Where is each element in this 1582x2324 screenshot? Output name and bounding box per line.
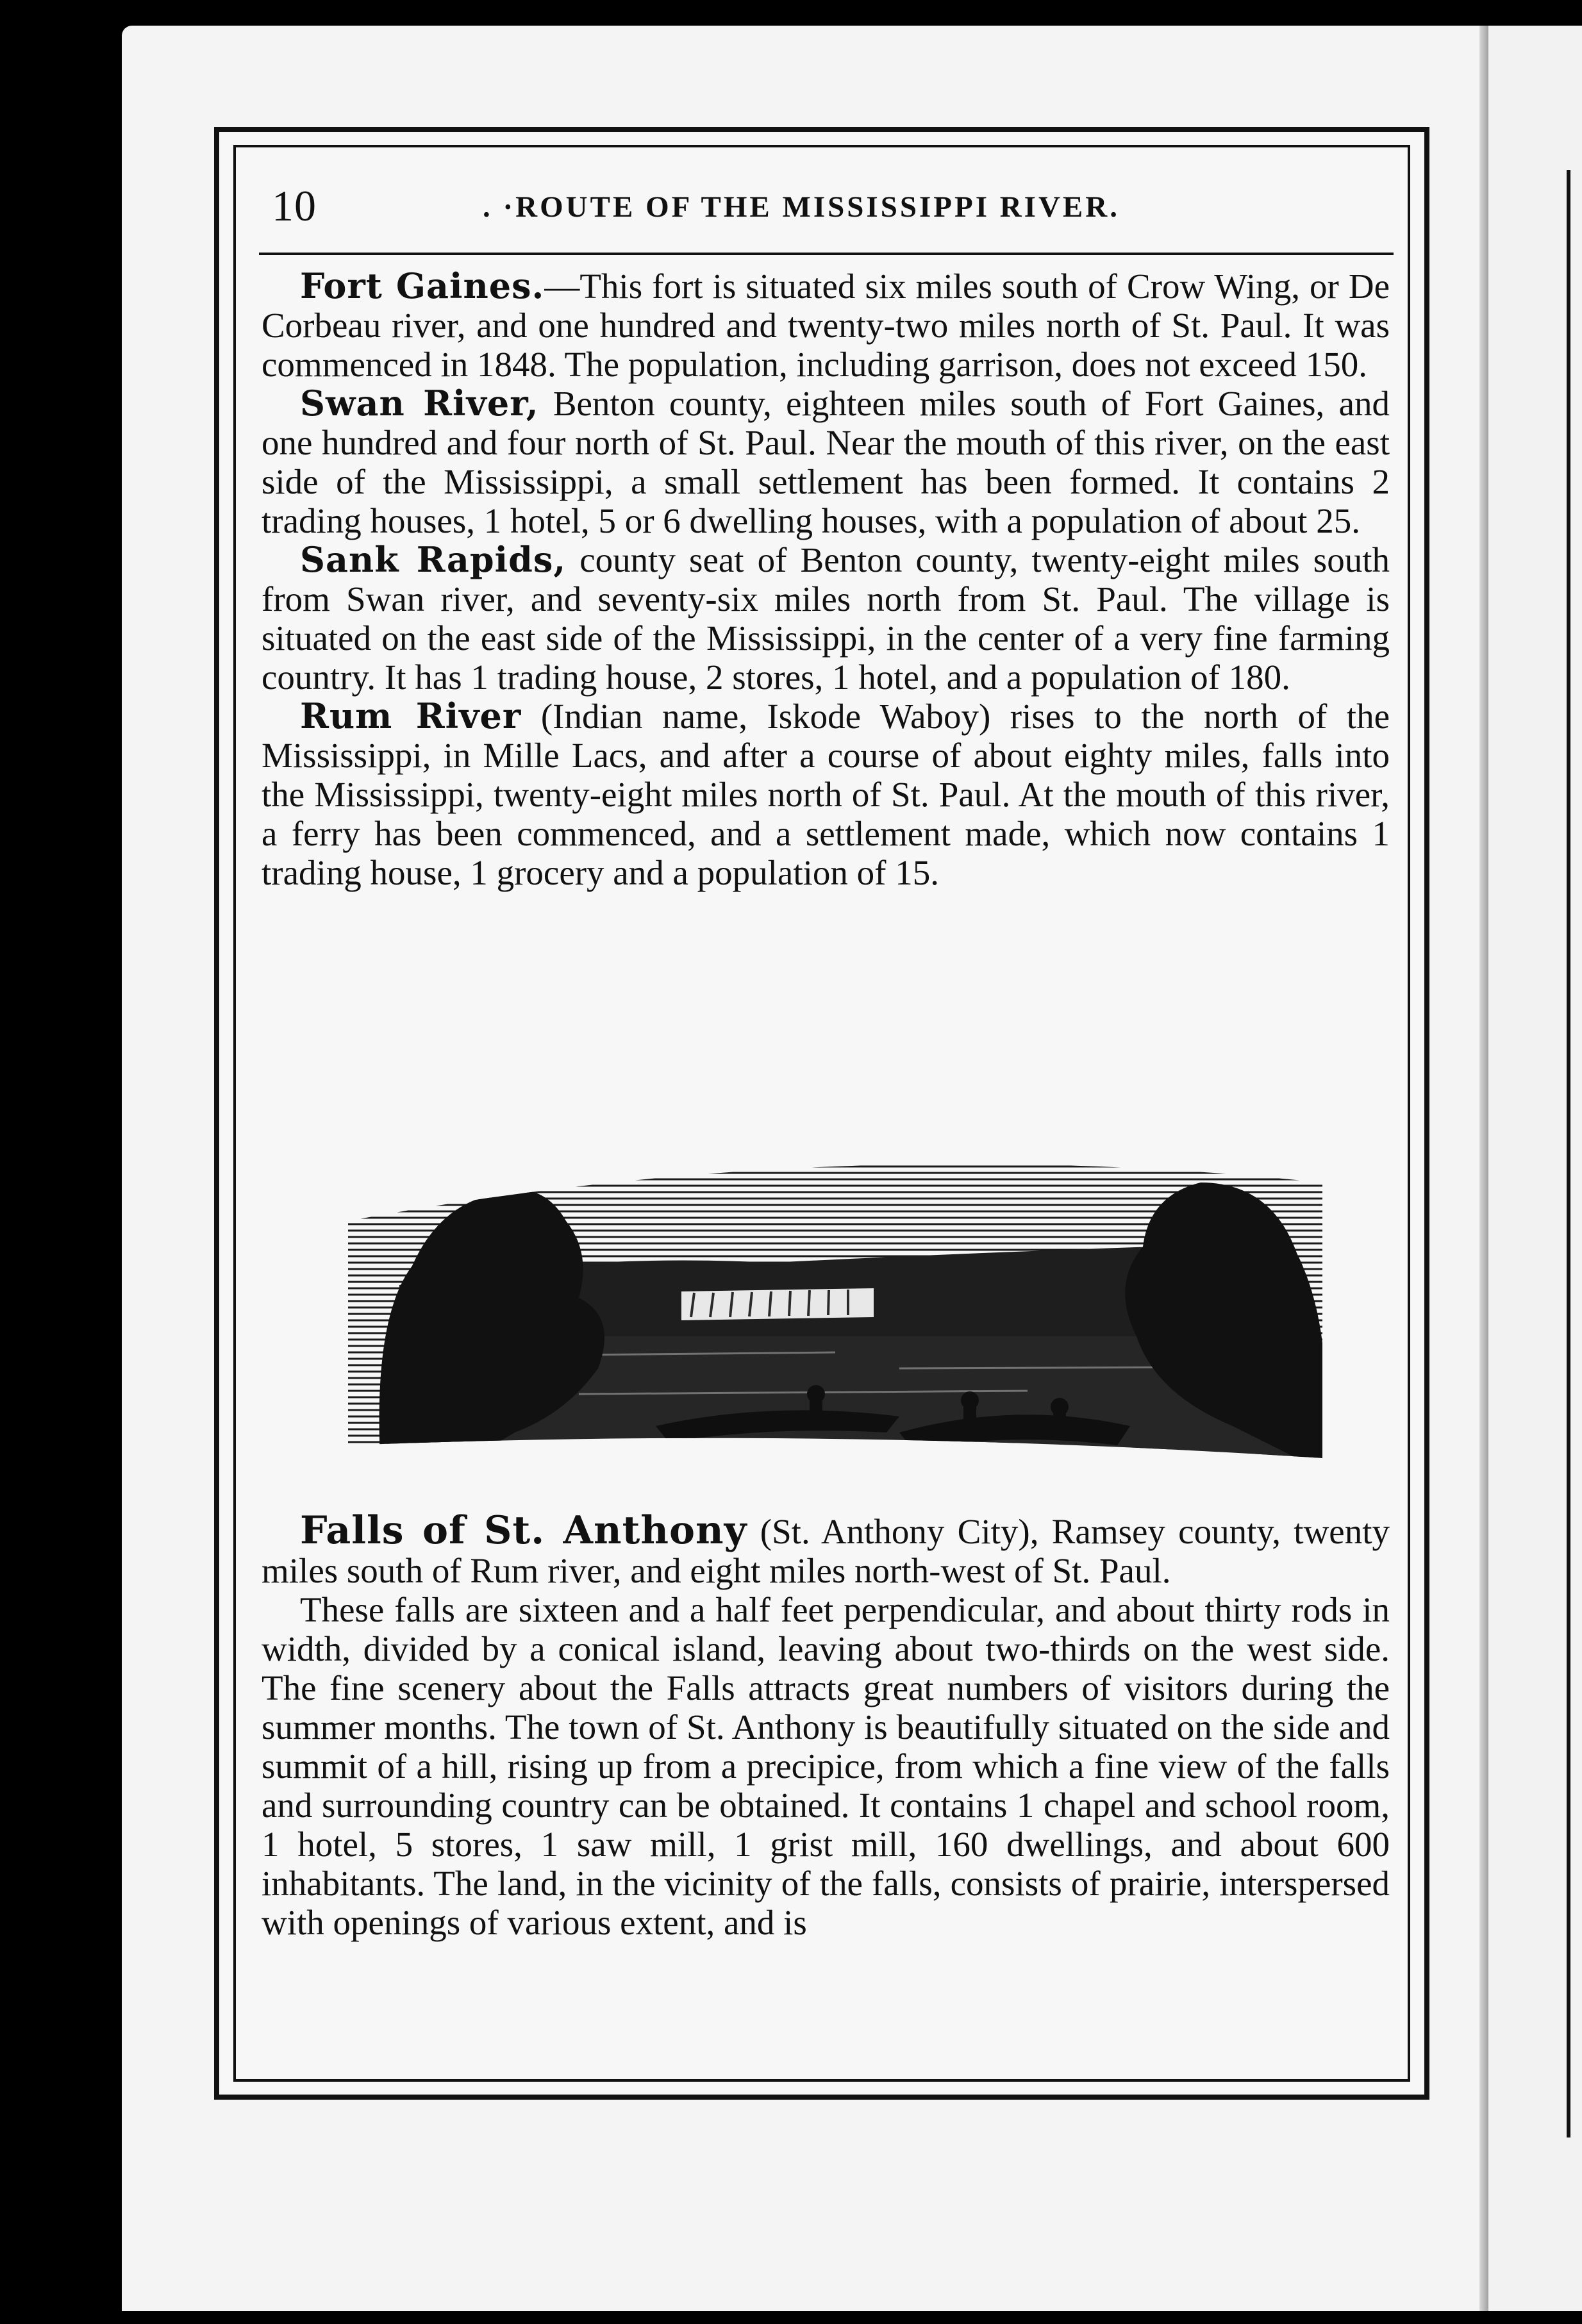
lower-text-block — [262, 1508, 1390, 1942]
entry-swan-river — [262, 384, 1390, 540]
header-rule — [259, 253, 1394, 255]
entry-title: Falls of St. Anthony — [300, 1508, 747, 1553]
entry-text: (St. Anthony City), Ramsey county, twenty miles south of Rum river, and eight miles north-west of St. Paul. — [262, 1512, 1390, 1590]
running-title: . ·ROUTE OF THE MISSISSIPPI RIVER. — [483, 190, 1120, 224]
entry-rum-river — [262, 697, 1390, 892]
page-frame — [214, 127, 1429, 2100]
entry-title: Fort Gaines. — [300, 265, 545, 306]
entry-title: Swan River, — [300, 383, 539, 424]
entry-text: Benton county, eighteen miles south of Fort Gaines, and one hundred and four north of St. Paul. Near the mouth of this river, on the east side of the Mississippi, a small settlement has been formed. It contains 2 trading houses, 1 hotel, 5 or 6 dwelling houses, with a population of about 25. — [262, 384, 1390, 540]
entry-fort-gaines — [262, 267, 1390, 384]
entry-falls-of-st-anthony — [262, 1508, 1390, 1590]
page-number: 10 — [272, 181, 317, 230]
facing-page-edge — [1488, 26, 1582, 2311]
entry-text: (Indian name, Iskode Waboy) rises to the north of the Mississippi, in Mille Lacs, and after a course of about eighty miles, falls into the Mississippi, twenty-eight miles north of St. Paul. At the mouth of this river, a ferry has been commenced, and a settlement made, which now contains 1 trading house, 1 grocery and a population of 15. — [262, 697, 1390, 892]
page-inner-frame — [233, 145, 1410, 2082]
entry-text: county seat of Benton county, twenty-eight miles south from Swan river, and seventy-six miles north from St. Paul. The village is situated on the east side of the Mississippi, in the center of a very fine farming country. It has 1 trading house, 2 stores, 1 hotel, and a population of 180. — [262, 540, 1390, 697]
facing-page-border — [1567, 170, 1570, 2137]
falls-engraving-illustration — [322, 1125, 1342, 1481]
entry-title: Sank Rapids, — [300, 539, 567, 580]
upper-text-block — [262, 267, 1390, 892]
entry-title: Rum River — [300, 695, 522, 736]
paragraph-falls-description: These falls are sixteen and a half feet perpendicular, and about thirty rods in width, divided by a conical island, leaving about two-thirds on the west side. The fine scenery about the Falls attracts great numbers of visitors during the summer months. The town of St. Anthony is beautifully situated on the side and summit of a hill, rising up from a precipice, from which a fine view of the falls and surrounding country can be obtained. It contains 1 chapel and school room, 1 hotel, 5 stores, 1 saw mill, 1 grist mill, 160 dwellings, and about 600 inhabitants. The land, in the vicinity of the falls, consists of prairie, interspersed with openings of various extent, and is — [262, 1590, 1390, 1942]
entry-text: —This fort is situated six miles south of Crow Wing, or De Corbeau river, and one hundred and twenty-two miles north of St. Paul. It was commenced in 1848. The population, including garrison, does not exceed 150. — [262, 267, 1390, 384]
entry-sank-rapids — [262, 540, 1390, 697]
